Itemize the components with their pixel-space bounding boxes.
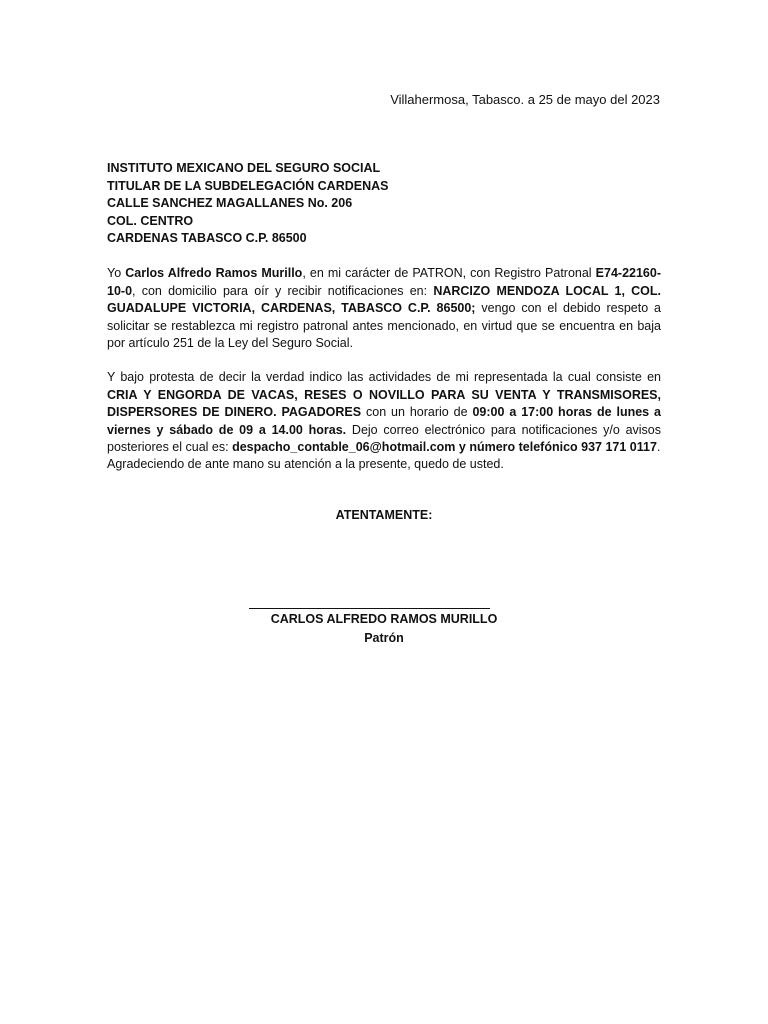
- signer-name: CARLOS ALFREDO RAMOS MURILLO: [270, 612, 498, 626]
- activities-paragraph: [107, 369, 661, 457]
- business-activities: CRIA Y ENGORDA DE VACAS, RESES O NOVILLO PARA SU VENTA Y TRANSMISORES, DISPERSORES DE DINERO. PAGADORES: [107, 387, 661, 419]
- date-line: Villahermosa, Tabasco. a 25 de mayo del 2023: [390, 92, 660, 107]
- signature-line: [249, 608, 490, 609]
- addressee-institution: INSTITUTO MEXICANO DEL SEGURO SOCIAL: [107, 161, 381, 175]
- notification-address: NARCIZO MENDOZA LOCAL 1, COL. GUADALUPE VICTORIA, CARDENAS, TABASCO C.P. 86500;: [107, 283, 662, 315]
- closing-line: Agradeciendo de ante mano su atención a la presente, quedo de usted.: [107, 457, 504, 471]
- p2-text-4: .: [656, 440, 661, 454]
- business-hours: 09:00 a 17:00 horas de lunes a viernes y sábado de 09 a 14.00 horas.: [107, 405, 661, 437]
- p1-text-4: vengo con el debido respeto a solicitar se restablezca mi registro patronal antes mencionado, en virtud que se encuentra en baja por artículo 251 de la Ley del Seguro Social.: [107, 301, 662, 350]
- salutation: ATENTAMENTE:: [335, 508, 433, 522]
- addressee-colony: COL. CENTRO: [107, 213, 194, 228]
- p1-text-3: , con domicilio para oír y recibir notificaciones en:: [132, 283, 434, 298]
- requester-name: Carlos Alfredo Ramos Murillo: [125, 266, 303, 280]
- addressee-street: CALLE SANCHEZ MAGALLANES No. 206: [107, 196, 353, 210]
- p1-text-2: , en mi carácter de PATRON, con Registro Patronal: [302, 266, 596, 280]
- addressee-title: TITULAR DE LA SUBDELEGACIÓN CARDENAS: [107, 178, 389, 193]
- p2-text-2: con un horario de: [361, 405, 473, 419]
- p2-text-1: Y bajo protesta de decir la verdad indico las actividades de mi representada la cual consiste en: [107, 370, 661, 384]
- employer-registration: E74-22160-10-0: [107, 266, 661, 298]
- p2-text-3: Dejo correo electrónico para notificaciones y/o avisos posteriores el cual es:: [107, 422, 661, 454]
- addressee-city: CARDENAS TABASCO C.P. 86500: [107, 231, 307, 245]
- p1-text-1: Yo: [107, 266, 126, 280]
- contact-info: despacho_contable_06@hotmail.com y número telefónico 937 171 0117: [232, 440, 657, 454]
- signer-role: Patrón: [364, 631, 404, 645]
- addressee-block: [107, 160, 388, 248]
- request-paragraph: [107, 265, 661, 353]
